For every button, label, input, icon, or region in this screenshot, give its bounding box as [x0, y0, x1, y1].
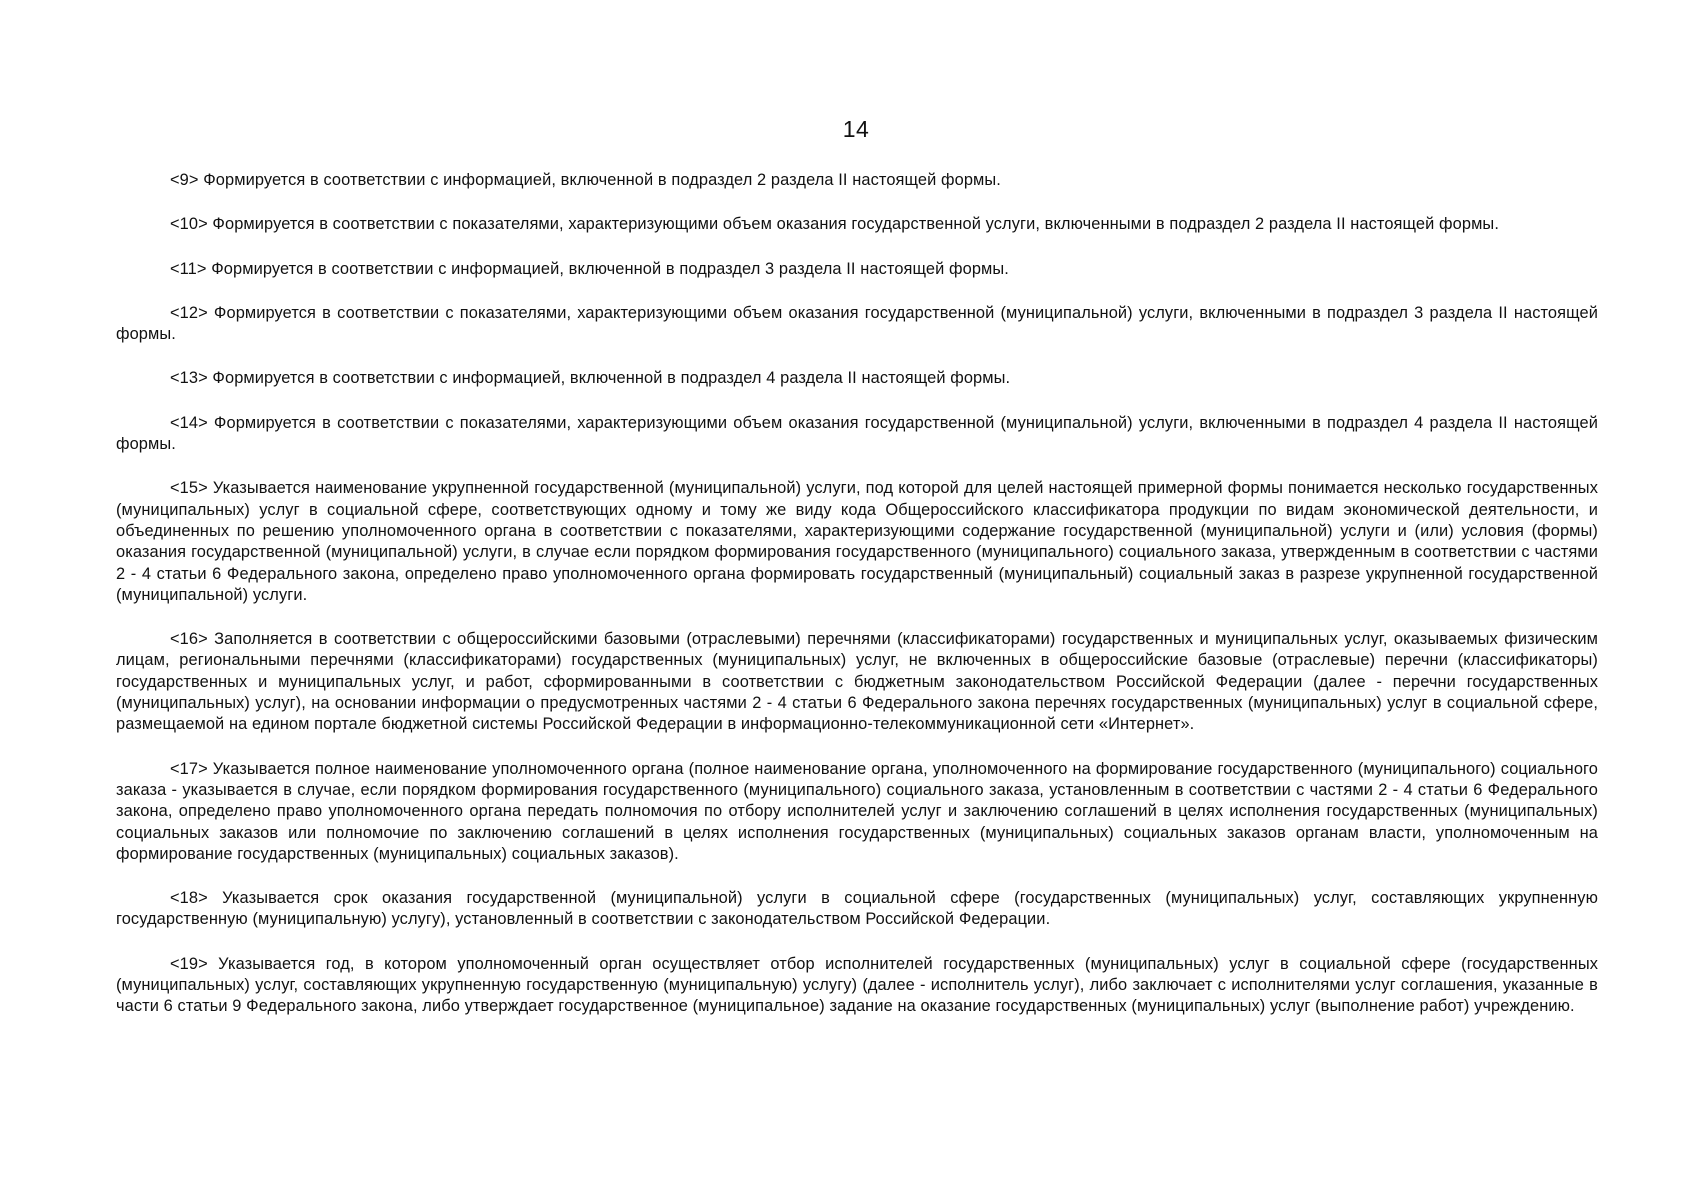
footnote-16: <16> Заполняется в соответствии с общероссийскими базовыми (отраслевыми) перечнями (классификаторами) государственных и муниципальных услуг, оказываемых физическим лицам, региональными перечнями (классификаторами) государственных (муниципальных) услуг, не включенных в общероссийские базовые (отраслевые) перечни (классификаторы) государственных и муниципальных услуг, и работ, сформированными в соответствии с бюджетным законодательством Российской Федерации (далее - перечни государственных (муниципальных) услуг), на основании информации о предусмотренных частями 2 - 4 статьи 6 Федерального закона перечнях государственных (муниципальных) услуг в социальной сфере, размещаемой на едином портале бюджетной системы Российской Федерации в информационно-телекоммуникационной сети «Интернет».	[116, 630, 1598, 734]
footnote-14: <14> Формируется в соответствии с показателями, характеризующими объем оказания государственной (муниципальной) услуги, включенными в подраздел 4 раздела II настоящей формы.	[116, 413, 1598, 454]
footnote-9: <9> Формируется в соответствии с информацией, включенной в подраздел 2 раздела II настоящей формы.	[170, 171, 1001, 189]
page-number: 14	[842, 116, 870, 142]
footnote-17: <17> Указывается полное наименование уполномоченного органа (полное наименование органа, уполномоченного на формирование государственного (муниципального) социального заказа - указывается в случае, если порядком формирования государственного (муниципального) социального заказа, установленным в соответствии с частями 2 - 4 статьи 6 Федерального закона, определено право уполномоченного органа передать полномочия по отбору исполнителей услуг и заключению соглашений в целях исполнения государственных (муниципальных) социальных заказов или полномочие по заключению соглашений в целях исполнения государственных (муниципальных) социальных заказов органам власти, уполномоченным на формирование государственных (муниципальных) социальных заказов).	[116, 759, 1598, 863]
footnote-18: <18> Указывается срок оказания государственной (муниципальной) услуги в социальной сфере (государственных (муниципальных) услуг, составляющих укрупненную государственную (муниципальную) услугу), установленный в соответствии с законодательством Российской Федерации.	[116, 889, 1598, 929]
footnote-10: <10> Формируется в соответствии с показателями, характеризующими объем оказания государственной услуги, включенными в подраздел 2 раздела II настоящей формы.	[170, 215, 1499, 234]
footnotes-list	[116, 170, 1598, 1041]
footnote-11: <11> Формируется в соответствии с информацией, включенной в подраздел 3 раздела II настоящей формы.	[170, 259, 1009, 278]
footnote-13: <13> Формируется в соответствии с информацией, включенной в подраздел 4 раздела II настоящей формы.	[170, 369, 1011, 388]
footnote-12: <12> Формируется в соответствии с показателями, характеризующими объем оказания государственной (муниципальной) услуги, включенными в подраздел 3 раздела II настоящей формы.	[116, 303, 1598, 344]
footnote-15: <15> Указывается наименование укрупненной государственной (муниципальной) услуги, под которой для целей настоящей примерной формы понимается несколько государственных (муниципальных) услуг в социальной сфере, соответствующих одному и тому же виду кода Общероссийского классификатора продукции по видам экономической деятельности, и объединенных по решению уполномоченного органа в соответствии с показателями, характеризующими содержание государственной (муниципальной) услуги и (или) условия (формы) оказания государственной (муниципальной) услуги, в случае если порядком формирования государственного (муниципального) социального заказа, утвержденным в соответствии с частями 2 - 4 статьи 6 Федерального закона, определено право уполномоченного органа формировать государственный (муниципальный) социальный заказ в разрезе укрупненной государственной (муниципальной) услуги.	[116, 479, 1598, 604]
footnote-19: <19> Указывается год, в котором уполномоченный орган осуществляет отбор исполнителей государственных (муниципальных) услуг в социальной сфере (государственных (муниципальных) услуг, составляющих укрупненную государственную (муниципальную) услугу) (далее - исполнитель услуг), либо заключает с исполнителями услуг соглашения, указанные в части 6 статьи 9 Федерального закона, либо утверждает государственное (муниципальное) задание на оказание государственных (муниципальных) услуг (выполнение работ) учреждению.	[116, 954, 1598, 1016]
